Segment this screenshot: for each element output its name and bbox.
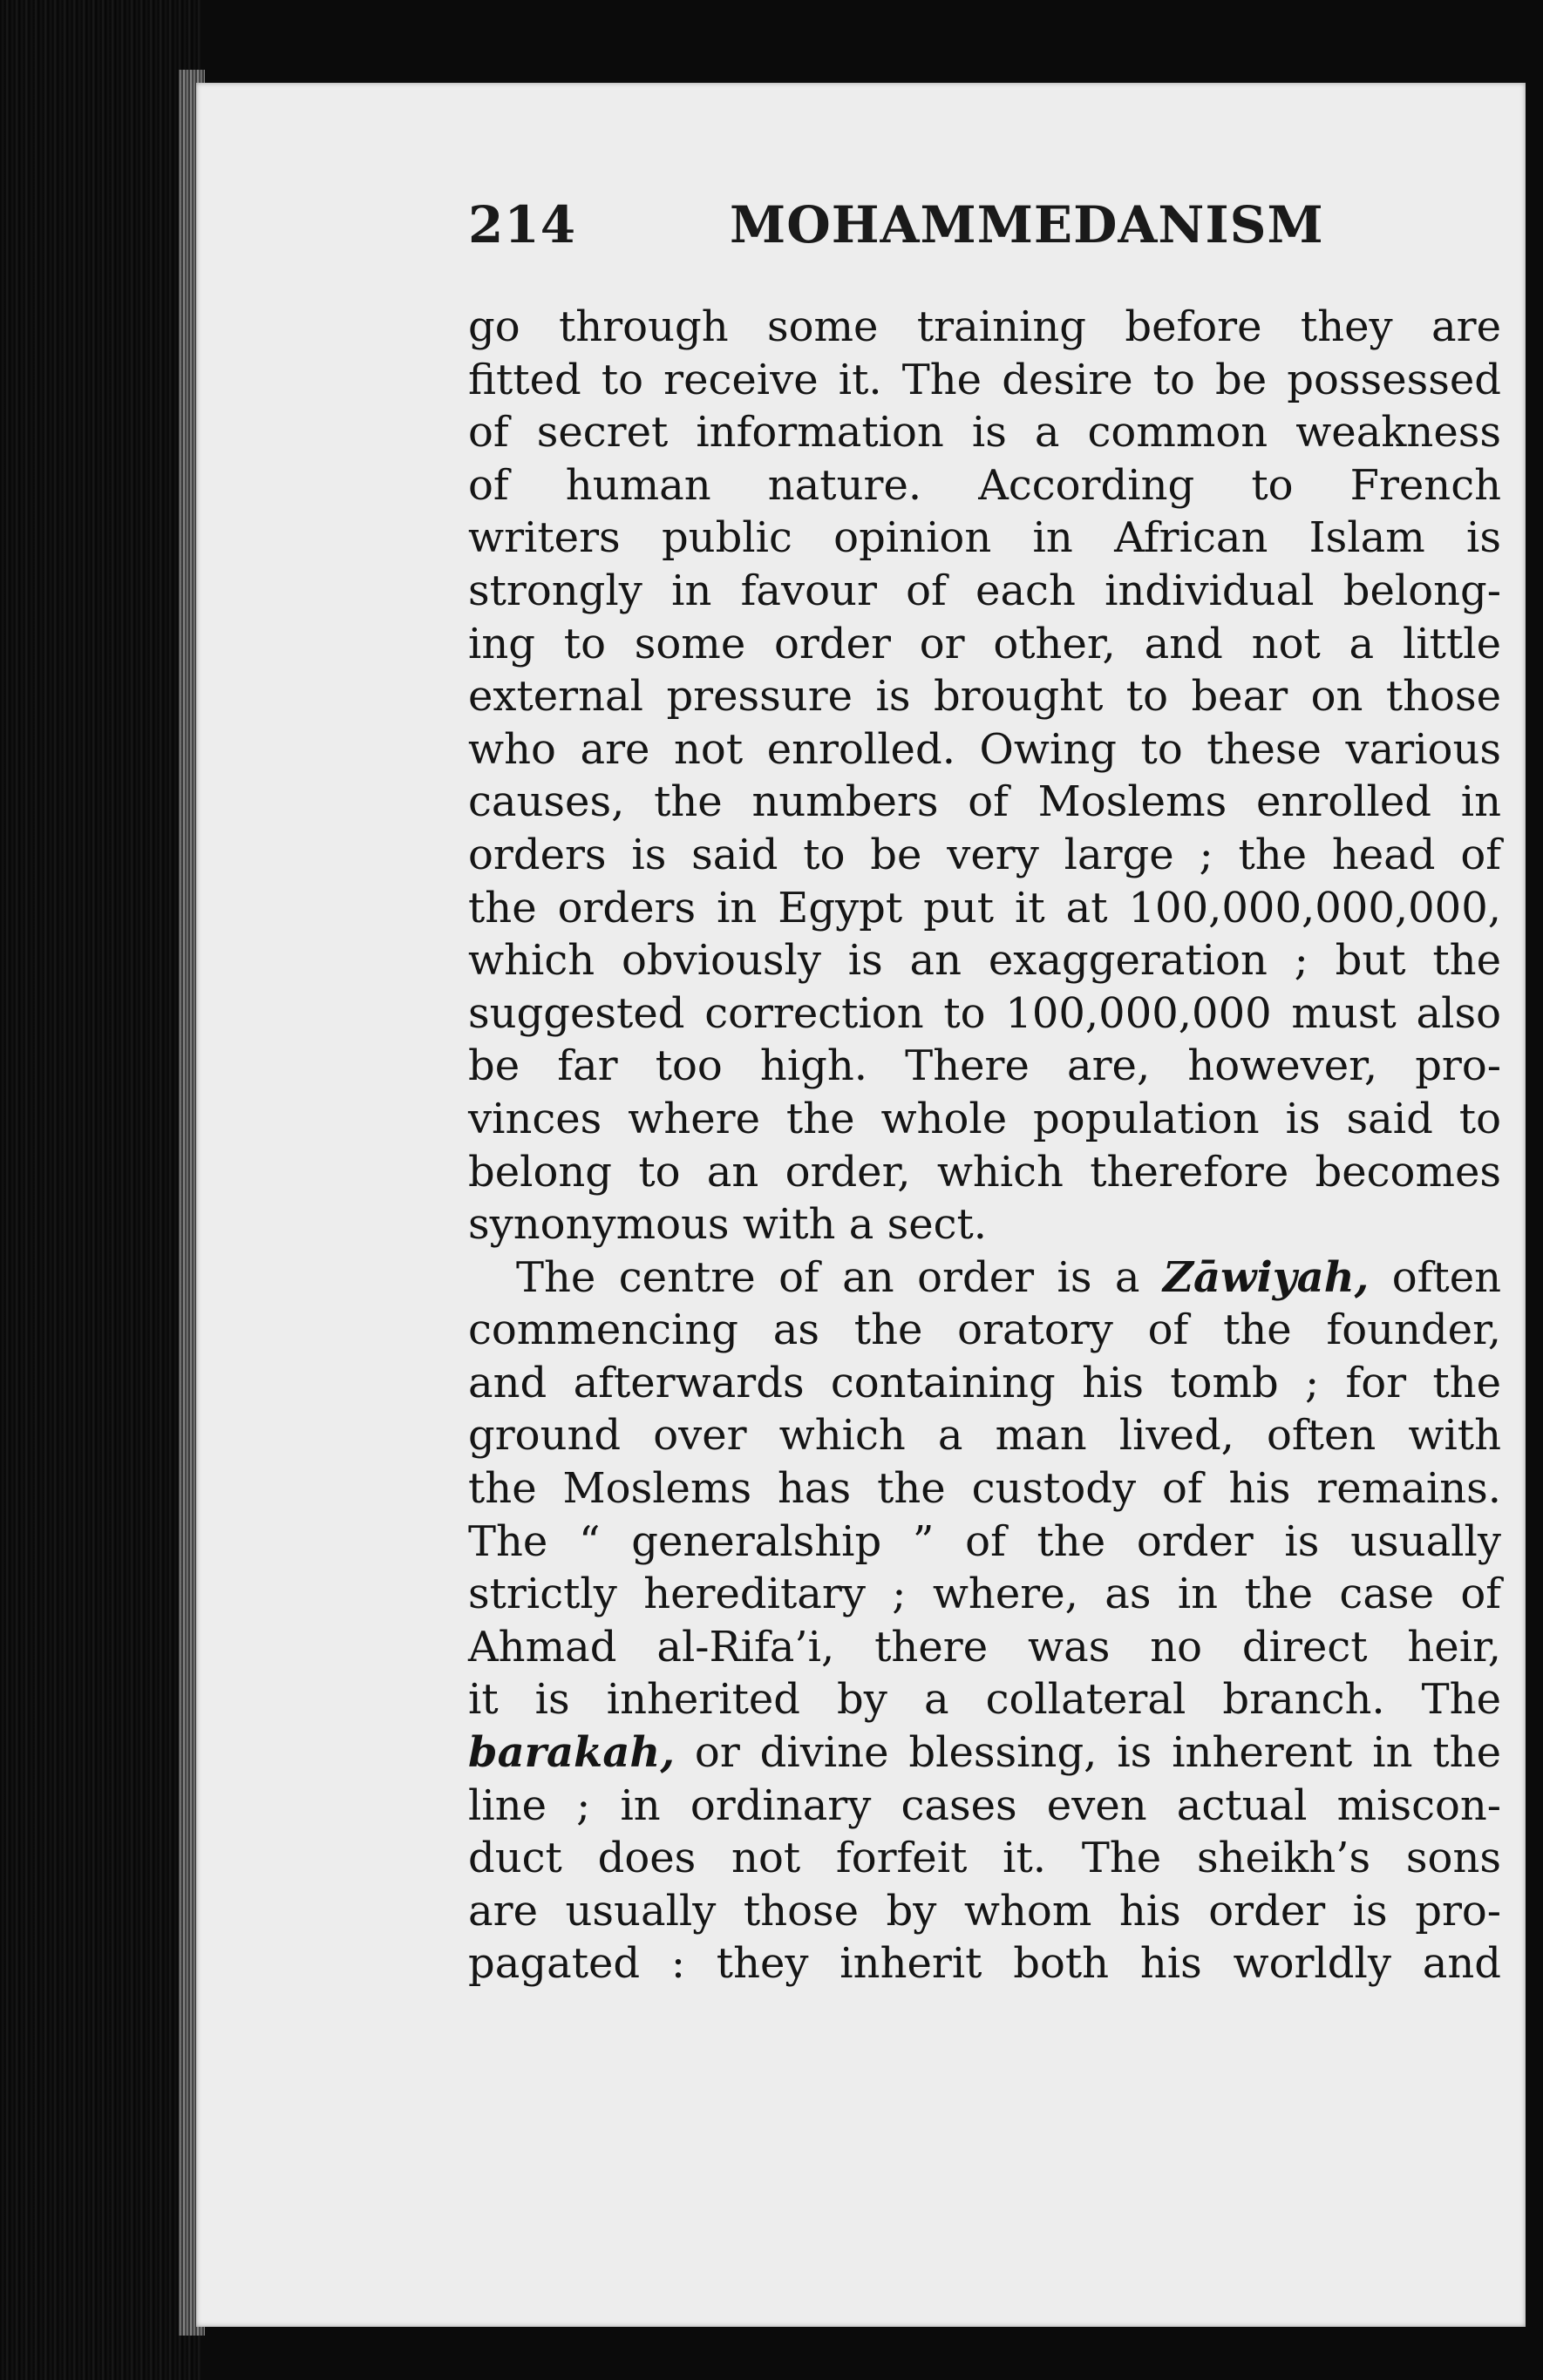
text-segment: The centre of an order is a xyxy=(516,1252,1163,1302)
text-line: external pressure is brought to bear on those xyxy=(468,672,1501,722)
text-line: causes, the numbers of Moslems enrolled in xyxy=(468,777,1501,827)
text-line: orders is said to be very large ; the head of xyxy=(468,830,1501,879)
text-line: belong to an order, which therefore becomes xyxy=(468,1147,1501,1197)
scan-gutter xyxy=(0,0,201,2380)
text-line: The “ generalship ” of the order is usually xyxy=(468,1516,1501,1566)
text-line: who are not enrolled. Owing to these various xyxy=(468,724,1501,774)
text-line: ground over which a man lived, often with xyxy=(468,1411,1501,1461)
paragraph-first-line xyxy=(468,1251,1501,1305)
text-line: vinces where the whole population is said to xyxy=(468,1094,1501,1143)
text-line: writers public opinion in African Islam is xyxy=(468,513,1501,563)
text-line: synonymous with a sect. xyxy=(468,1200,988,1250)
text-line: the Moslems has the custody of his remains. xyxy=(468,1464,1501,1514)
text-line: suggested correction to 100,000,000 must also xyxy=(468,988,1501,1038)
text-line xyxy=(468,1726,1501,1780)
body-text xyxy=(468,301,1501,1990)
text-segment: or divine blessing, is inherent in the xyxy=(675,1728,1501,1778)
italic-term: barakah, xyxy=(468,1728,676,1778)
text-line: it is inherited by a collateral branch. The xyxy=(468,1675,1501,1725)
text-line: which obviously is an exaggeration ; but the xyxy=(468,936,1501,986)
text-line: Ahmad al-Rifa’i, there was no direct heir, xyxy=(468,1622,1501,1671)
text-line: of human nature. According to French xyxy=(468,460,1501,510)
text-line: strongly in favour of each individual belong- xyxy=(468,566,1501,615)
text-line: go through some training before they are xyxy=(468,302,1501,351)
text-line: are usually those by whom his order is pro- xyxy=(468,1886,1501,1936)
text-line: commencing as the oratory of the founder, xyxy=(468,1305,1501,1355)
page-number: 214 xyxy=(468,195,577,254)
italic-term: Zāwiyah, xyxy=(1163,1252,1370,1302)
text-line: of secret information is a common weakness xyxy=(468,408,1501,458)
text-segment: often xyxy=(1369,1252,1502,1302)
text-line: duct does not forfeit it. The sheikh’s sons xyxy=(468,1834,1501,1883)
text-line: line ; in ordinary cases even actual miscon- xyxy=(468,1780,1501,1830)
text-line: the orders in Egypt put it at 100,000,000,000, xyxy=(468,883,1501,932)
text-line: be far too high. There are, however, pro- xyxy=(468,1041,1501,1091)
text-line: pagated : they inherit both his worldly and xyxy=(468,1939,1501,1989)
running-head xyxy=(468,195,1497,254)
text-line: strictly hereditary ; where, as in the case of xyxy=(468,1570,1501,1619)
running-title: MOHAMMEDANISM xyxy=(730,195,1324,254)
text-line: ing to some order or other, and not a little xyxy=(468,619,1501,668)
text-line: fitted to receive it. The desire to be possessed xyxy=(468,355,1501,404)
text-line: and afterwards containing his tomb ; for the xyxy=(468,1358,1501,1407)
